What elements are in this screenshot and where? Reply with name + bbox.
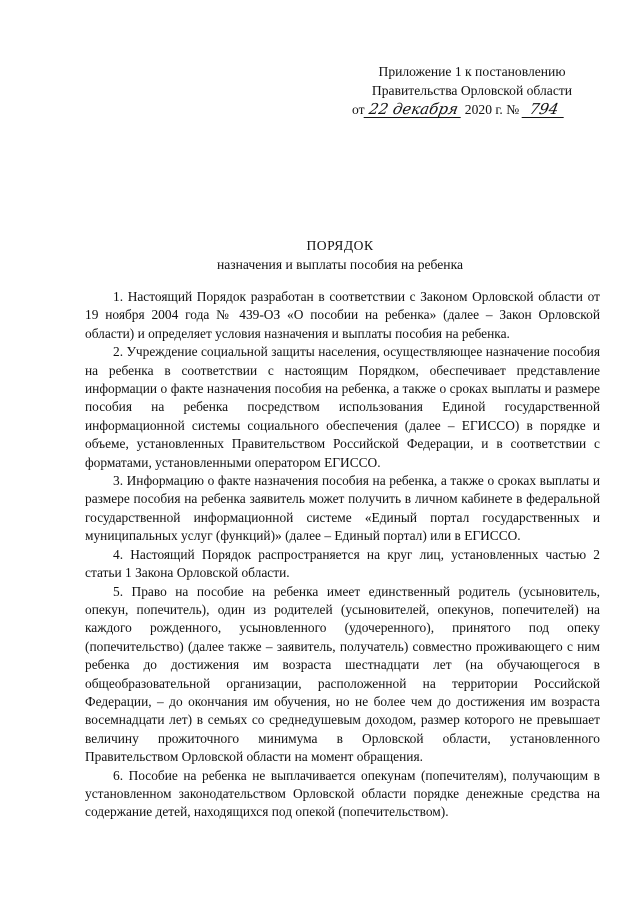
paragraph-6: 6. Пособие на ребенка не выплачивается опекунам (попечителям), получающим в установленном законодательством Орловской области порядке денежные средства на содержание детей, находящихся под опекой (попечительством). xyxy=(85,767,600,820)
paragraph-3: 3. Информацию о факте назначения пособия на ребенка, а также о сроках выплаты и размере пособия на ребенка заявитель может получить в личном кабинете в федеральной государственной информационной системе «Единый портал государственных и муниципальных услуг (функций)» (далее – Единый портал) или в ЕГИССО. xyxy=(85,473,600,544)
paragraph-1: 1. Настоящий Порядок разработан в соответствии с Законом Орловской области от 19 ноября 2004 года № 439-ОЗ «О пособии на ребенка» (далее – Закон Орловской области) и определяет условия назначения и выплаты пособия на ребенка. xyxy=(85,289,600,341)
title-subheading: назначения и выплаты пособия на ребенка xyxy=(216,257,464,272)
title-heading: ПОРЯДОК xyxy=(306,238,374,253)
appendix-date-line xyxy=(346,100,598,119)
document-body xyxy=(85,288,600,822)
appendix-header xyxy=(346,62,598,119)
appendix-line-2: Правительства Орловской области xyxy=(371,83,573,98)
document-title xyxy=(80,236,600,274)
handwritten-date: 22 декабря xyxy=(363,102,463,118)
paragraph-2: 2. Учреждение социальной защиты населения, осуществляющее назначение пособия на ребенка в соответствии с настоящим Порядком, обеспечивает представление информации о факте назначения пособия на ребенка, а также о сроках выплаты и размере пособия на ребенка посредством использования Единой государственной информационной системы социального обеспечения (далее – ЕГИССО) в порядке и объеме, установленных Правительством Российской Федерации, и в соответствии с форматами, установленными оператором ЕГИССО. xyxy=(85,344,600,470)
year-number-label: 2020 г. № xyxy=(464,102,520,117)
date-prefix: от xyxy=(352,102,365,117)
handwritten-number: 794 xyxy=(521,102,566,118)
appendix-line-1: Приложение 1 к постановлению xyxy=(378,64,566,79)
paragraph-5: 5. Право на пособие на ребенка имеет единственный родитель (усыновитель, опекун, попечитель), один из родителей (усыновителей, опекунов, попечителей) на каждого рожденного, усыновленного (удочеренного), принятого под опеку (попечительство) (далее также – заявитель, получатель) совместно проживающего с ним ребенка до достижения им возраста шестнадцати лет (на обучающегося в общеобразовательной организации, расположенной на территории Российской Федерации, – до окончания им обучения, но не более чем до достижения им возраста восемнадцати лет) в семьях со среднедушевым доходом, размер которого не превышает величину прожиточного минимума в Орловской области, установленного Правительством Орловской области на момент обращения. xyxy=(85,583,600,765)
paragraph-4: 4. Настоящий Порядок распространяется на круг лиц, установленных частью 2 статьи 1 Закона Орловской области. xyxy=(85,546,600,581)
